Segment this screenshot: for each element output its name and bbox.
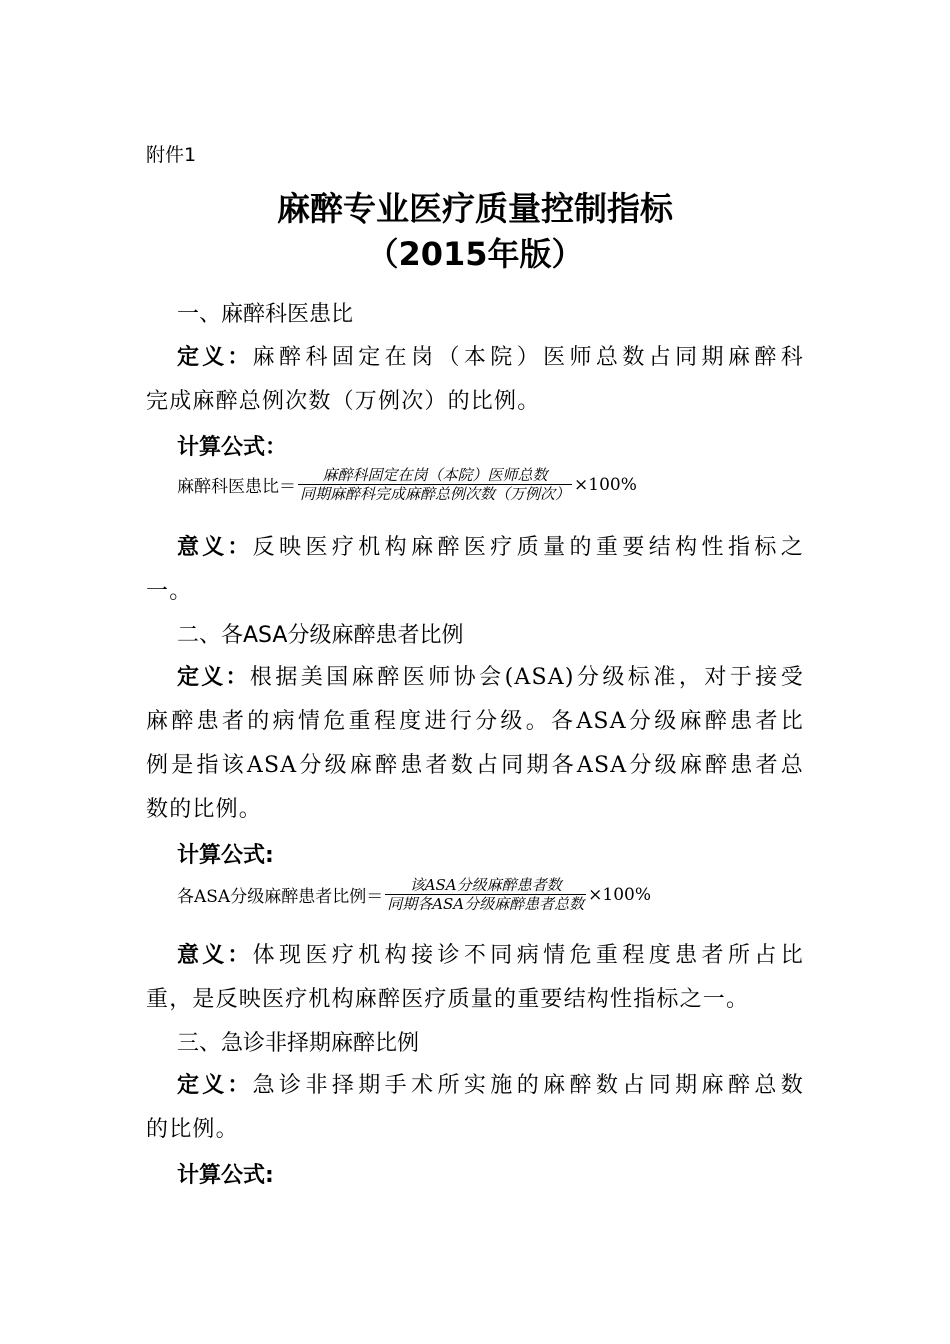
section-2-definition — [177, 660, 804, 691]
section-2-significance — [177, 938, 804, 969]
formula-numerator: 麻醉科固定在岗（本院）医师总数 — [322, 466, 548, 484]
section-2-formula — [177, 876, 651, 913]
formula-fraction — [385, 876, 586, 913]
section-1-formula — [177, 466, 637, 503]
formula-label: 计算公式: — [177, 1163, 274, 1188]
definition-label: 定义： — [177, 665, 250, 690]
significance-label: 意义： — [177, 535, 253, 560]
formula-denominator: 同期麻醉科完成麻醉总例次数（万例次） — [300, 485, 571, 503]
definition-text: 麻醉患者的病情危重程度进行分级。各ASA分级麻醉患者比 — [146, 709, 804, 734]
definition-text: 急诊非择期手术所实施的麻醉数占同期麻醉总数 — [252, 1073, 804, 1098]
formula-suffix: ×100% — [588, 884, 652, 905]
definition-text: 的比例。 — [146, 1117, 239, 1142]
formula-suffix: ×100% — [574, 474, 637, 495]
section-3-definition — [177, 1068, 804, 1099]
definition-text: 麻醉科固定在岗（本院）医师总数占同期麻醉科 — [252, 345, 804, 370]
formula-numerator: 该ASA分级麻醉患者数 — [409, 876, 562, 894]
formula-label: 计算公式: — [177, 843, 274, 868]
formula-denominator: 同期各ASA分级麻醉患者总数 — [387, 895, 585, 913]
significance-text: 反映医疗机构麻醉医疗质量的重要结构性指标之 — [252, 535, 804, 560]
significance-label: 意义： — [177, 943, 253, 968]
definition-text: 数的比例。 — [146, 797, 263, 822]
section-3-heading: 三、急诊非择期麻醉比例 — [177, 1031, 420, 1056]
significance-text: 体现医疗机构接诊不同病情危重程度患者所占比 — [252, 943, 804, 968]
formula-label: 计算公式： — [177, 435, 288, 460]
definition-text: 例是指该ASA分级麻醉患者数占同期各ASA分级麻醉患者总 — [146, 753, 804, 778]
formula-lhs: 各ASA分级麻醉患者比例＝ — [177, 887, 384, 907]
section-1-definition — [177, 340, 804, 371]
document-title: 麻醉专业医疗质量控制指标 — [277, 189, 673, 228]
definition-label: 定义： — [177, 345, 253, 370]
significance-text: 重，是反映医疗机构麻醉医疗质量的重要结构性指标之一。 — [146, 987, 750, 1012]
definition-label: 定义： — [177, 1073, 253, 1098]
document-subtitle: （2015年版） — [366, 235, 584, 273]
formula-fraction — [298, 466, 572, 503]
section-1-heading: 一、麻醉科医患比 — [177, 302, 354, 327]
section-1-significance — [177, 530, 804, 561]
definition-text: 完成麻醉总例次数（万例次）的比例。 — [146, 389, 541, 414]
formula-lhs: 麻醉科医患比＝ — [177, 477, 296, 497]
section-2-heading: 二、各ASA分级麻醉患者比例 — [177, 623, 464, 648]
definition-text: 根据美国麻醉医师协会(ASA)分级标准，对于接受 — [249, 665, 804, 690]
attachment-label: 附件1 — [146, 144, 197, 166]
significance-text: 一。 — [146, 579, 193, 604]
